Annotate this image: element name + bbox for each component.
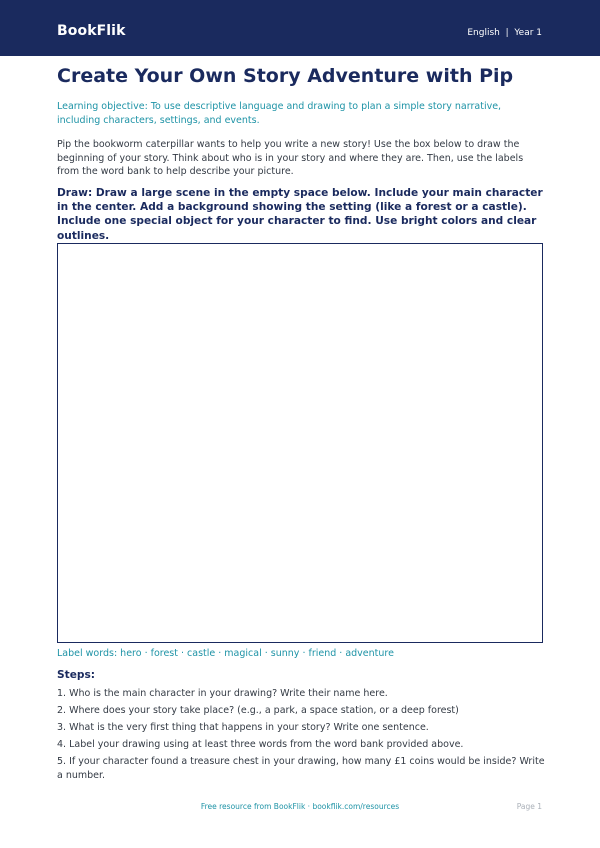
drawing-area[interactable] [57, 243, 543, 643]
step-item: 1. Who is the main character in your drawing? Write their name here. [57, 688, 388, 699]
brand-logo: BookFlik [57, 23, 126, 39]
step-item: 3. What is the very first thing that happens in your story? Write one sentence. [57, 722, 429, 733]
steps-heading: Steps: [57, 669, 96, 681]
learning-objective: Learning objective: To use descriptive language and drawing to plan a simple story narrative, including characters, settings, and events. [57, 101, 502, 126]
step-item: 2. Where does your story take place? (e.g., a park, a space station, or a deep forest) [57, 705, 459, 716]
page-number: Page 1 [516, 802, 542, 811]
step-item: 5. If your character found a treasure chest in your drawing, how many £1 coins would be inside? Write a number. [57, 756, 545, 781]
header-bar [0, 0, 600, 56]
footer-link[interactable]: Free resource from BookFlik · bookflik.com/resources [200, 802, 400, 811]
subject-year: English | Year 1 [467, 28, 542, 38]
steps-list [57, 687, 547, 786]
page-title: Create Your Own Story Adventure with Pip [57, 65, 514, 87]
step-item: 4. Label your drawing using at least three words from the word bank provided above. [57, 739, 464, 750]
intro-text: Pip the bookworm caterpillar wants to help you write a new story! Use the box below to draw the beginning of your story. Think about who is in your story and where they are. Then, use the labels from the word bank to help describe your picture. [57, 139, 524, 177]
label-word-bank: Label words: hero · forest · castle · magical · sunny · friend · adventure [57, 648, 394, 659]
draw-instruction: Draw: Draw a large scene in the empty space below. Include your main character in the center. Add a background showing the setting (like a forest or a castle). Include one special object for your character to find. Use bright colors and clear outlines. [57, 187, 543, 242]
